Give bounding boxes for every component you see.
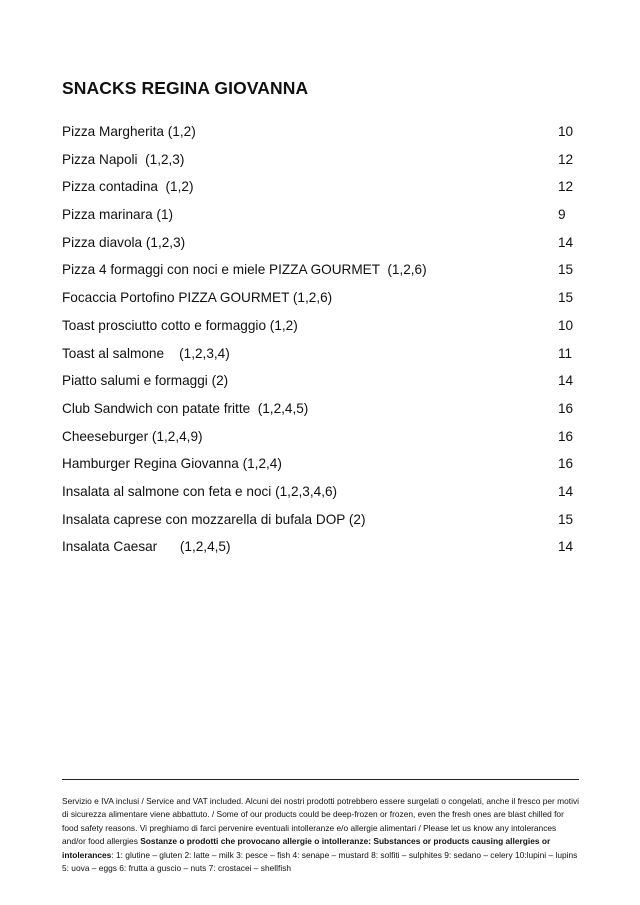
menu-item-name: Focaccia Portofino PIZZA GOURMET (1,2,6) — [62, 290, 333, 306]
menu-item-price: 14 — [558, 373, 574, 389]
menu-item-name: Cheeseburger (1,2,4,9) — [62, 428, 203, 444]
menu-item — [62, 234, 580, 262]
menu-item — [62, 123, 580, 151]
menu-item-name: Insalata Caesar (1,2,4,5) — [62, 539, 231, 555]
menu-item-name: Pizza contadina (1,2) — [62, 179, 194, 195]
menu-item-name: Pizza Napoli (1,2,3) — [62, 151, 185, 167]
menu-item-name: Toast al salmone (1,2,3,4) — [62, 345, 230, 361]
menu-item-price: 10 — [558, 317, 574, 333]
menu-item-price: 15 — [558, 290, 574, 306]
menu-item-name: Pizza 4 formaggi con noci e miele PIZZA GOURMET (1,2,6) — [62, 262, 427, 278]
menu-list — [62, 123, 580, 566]
footer-note — [62, 795, 582, 875]
menu-item-name: Pizza marinara (1) — [62, 207, 174, 223]
menu-item-name: Toast prosciutto cotto e formaggio (1,2) — [62, 317, 298, 333]
menu-item — [62, 345, 580, 373]
menu-item-price: 15 — [558, 511, 574, 527]
menu-item-price: 14 — [558, 234, 574, 250]
menu-item-price: 15 — [558, 262, 574, 278]
menu-item-name: Pizza diavola (1,2,3) — [62, 234, 186, 250]
footer-intro: Servizio e IVA inclusi / Service and VAT included. Alcuni dei nostri prodotti potrebbero essere surgelati o congelati, anche il fresco per motivi di sicurezza alimentare viene abbattuto. / Some of our products could be deep-frozen or frozen, even the fresh ones are blast chilled for food safety reasons. Vi preghiamo di farci pervenire eventuali intolleranze e/o allergie alimentari / Please let us know any intolerances and/or food allergies — [62, 796, 580, 847]
menu-item — [62, 206, 580, 234]
menu-item-price: 16 — [558, 428, 574, 444]
menu-item — [62, 289, 580, 317]
menu-item-price: 9 — [558, 207, 566, 223]
menu-item-name: Club Sandwich con patate fritte (1,2,4,5) — [62, 400, 309, 416]
footer-allergen-list: : 1: glutine – gluten 2: latte – milk 3: pesce – fish 4: senape – mustard 8: solfiti – sulphites 9: sedano – celery 10:lupini – lupins 5: uova – eggs 6: frutta a guscio – nuts 7: crostacei – shellfish — [62, 849, 578, 874]
menu-item-price: 14 — [558, 483, 574, 499]
menu-item — [62, 261, 580, 289]
menu-item-price: 12 — [558, 179, 574, 195]
menu-item — [62, 483, 580, 511]
divider — [62, 779, 579, 780]
menu-item — [62, 400, 580, 428]
footer-allergen-heading: Sostanze o prodotti che provocano allergie o intolleranze: Substances or products causing allergies or intolerances — [62, 836, 551, 860]
menu-title: SNACKS REGINA GIOVANNA — [62, 78, 309, 98]
menu-item — [62, 455, 580, 483]
menu-item — [62, 511, 580, 539]
menu-item-name: Insalata al salmone con feta e noci (1,2,3,4,6) — [62, 483, 338, 499]
menu-item — [62, 178, 580, 206]
menu-item — [62, 151, 580, 179]
menu-item-name: Insalata caprese con mozzarella di bufala DOP (2) — [62, 511, 366, 527]
menu-item-name: Hamburger Regina Giovanna (1,2,4) — [62, 456, 282, 472]
menu-item-price: 14 — [558, 539, 574, 555]
menu-item — [62, 317, 580, 345]
menu-item-price: 10 — [558, 124, 574, 139]
menu-item — [62, 538, 580, 566]
menu-item-name: Pizza Margherita (1,2) — [62, 124, 196, 139]
menu-item — [62, 372, 580, 400]
menu-item-price: 11 — [558, 345, 573, 361]
menu-item-price: 16 — [558, 456, 574, 472]
menu-item-name: Piatto salumi e formaggi (2) — [62, 373, 229, 389]
menu-item-price: 12 — [558, 151, 574, 167]
menu-item-price: 16 — [558, 400, 574, 416]
menu-item — [62, 428, 580, 456]
